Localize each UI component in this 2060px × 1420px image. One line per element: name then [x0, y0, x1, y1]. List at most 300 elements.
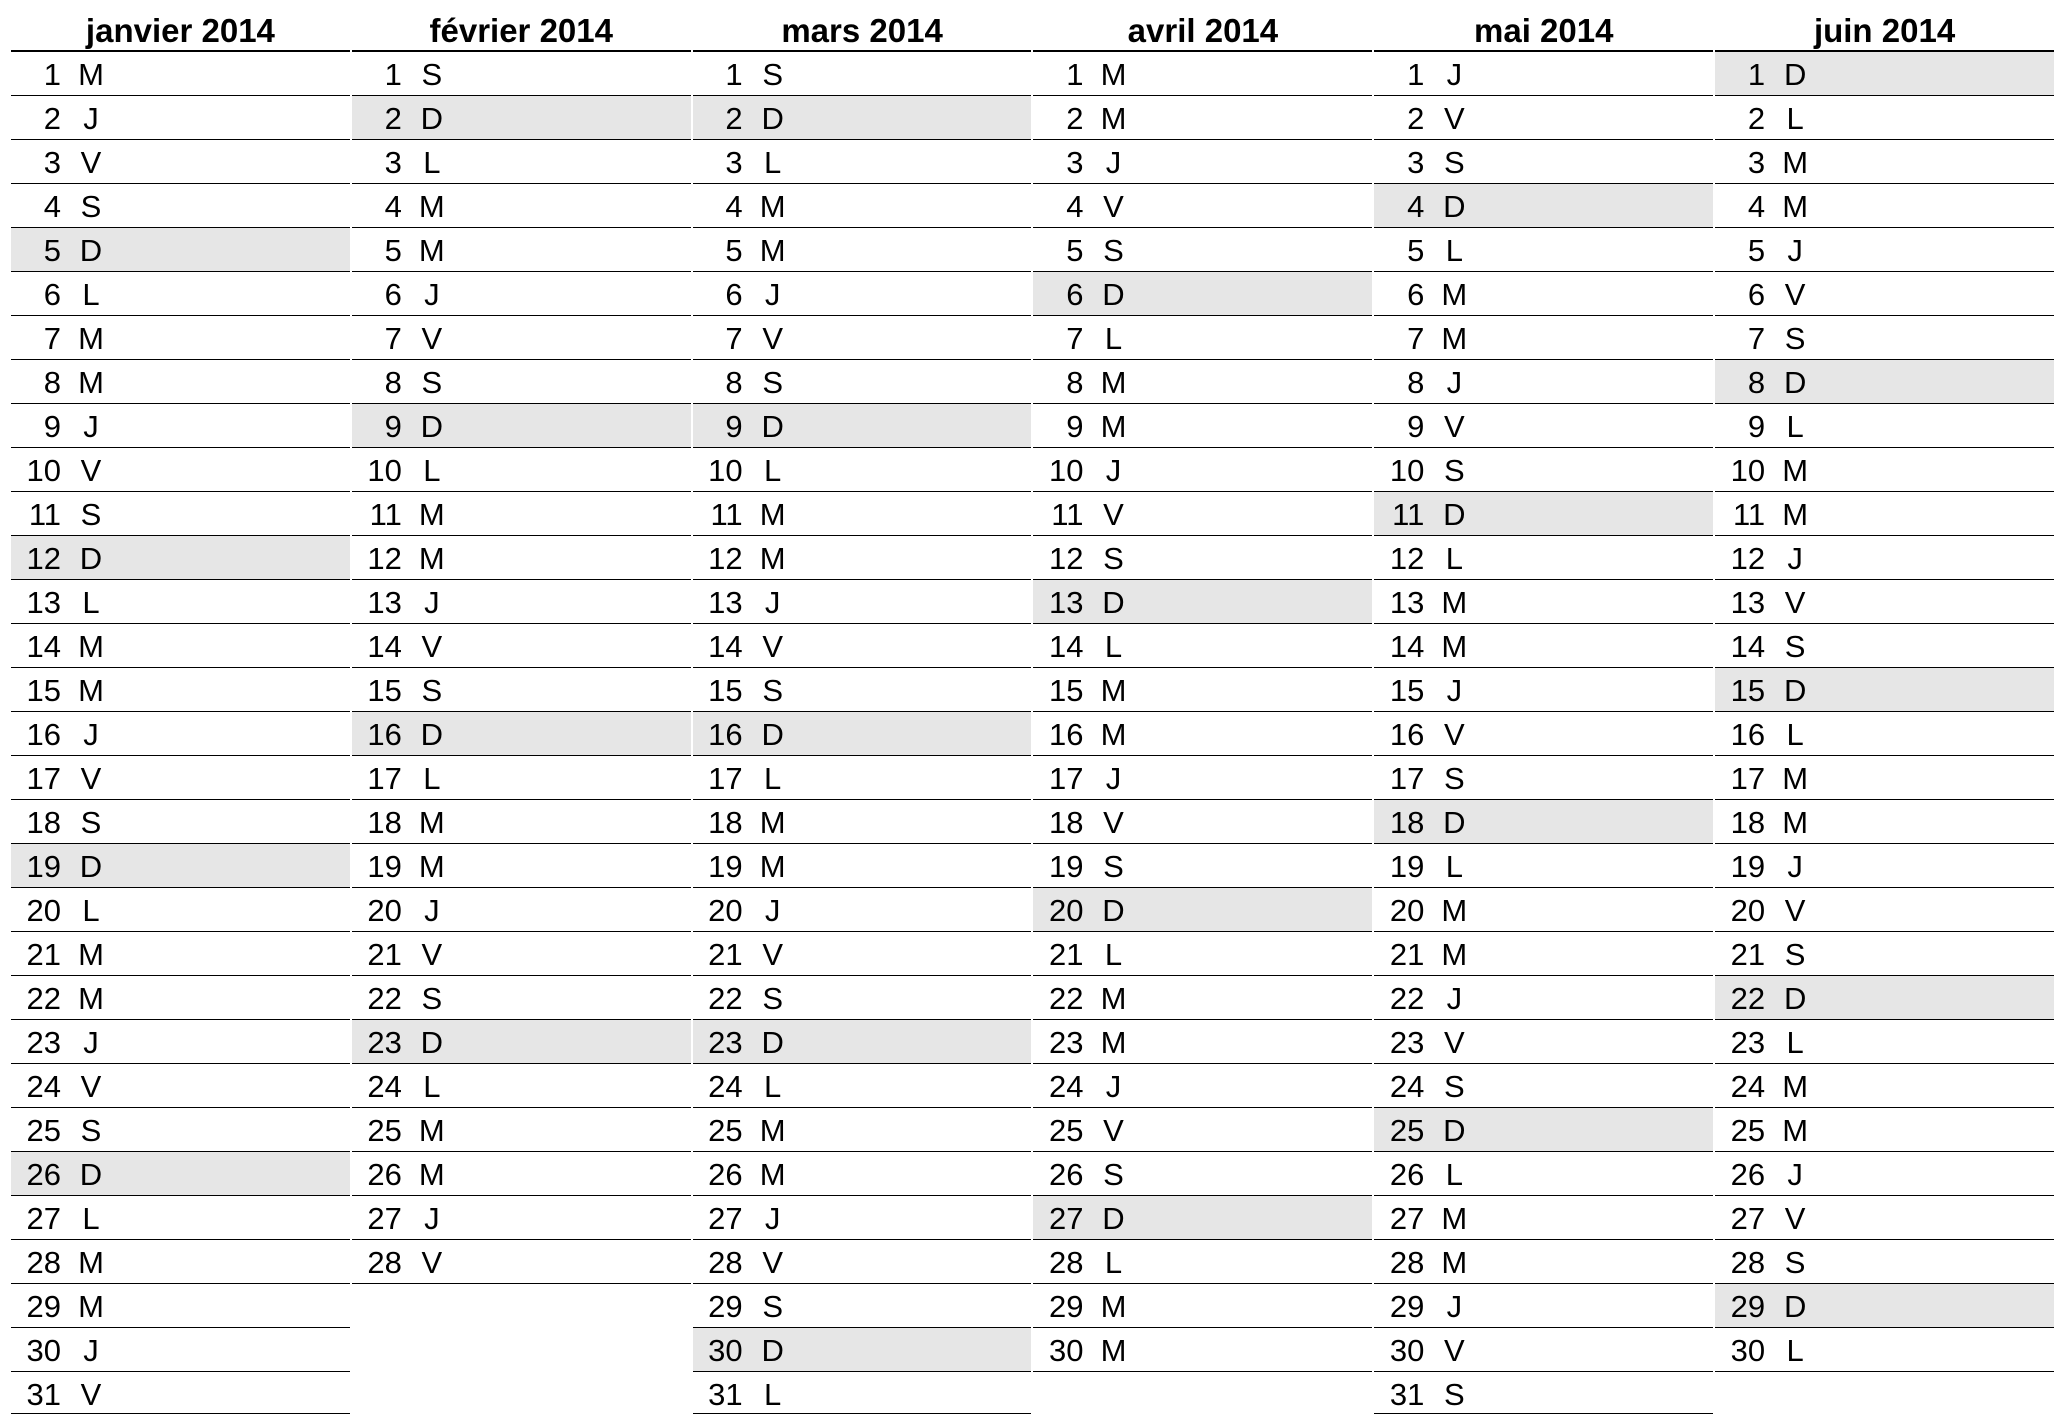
weekday-letter: D: [761, 409, 784, 444]
weekday-letter: M: [1100, 365, 1127, 400]
weekday-letter: S: [1784, 629, 1806, 664]
day-row: [1374, 800, 1713, 844]
day-number: 16: [26, 717, 61, 752]
day-number: 25: [708, 1113, 743, 1148]
day-row: [693, 976, 1032, 1020]
day-row: [352, 96, 691, 140]
day-row: [352, 1064, 691, 1108]
day-number: 12: [367, 541, 402, 576]
weekday-letter: J: [1446, 1289, 1463, 1324]
day-number: 24: [708, 1069, 743, 1104]
weekday-letter: V: [1443, 1333, 1465, 1368]
day-row: [1374, 448, 1713, 492]
weekday-letter: M: [1782, 189, 1809, 224]
day-number: 24: [1730, 1069, 1766, 1104]
day-number: 25: [1389, 1113, 1425, 1148]
weekday-letter: M: [418, 541, 445, 576]
day-row: [352, 712, 691, 756]
day-number: 23: [1049, 1025, 1084, 1060]
weekday-letter: S: [762, 57, 783, 92]
weekday-letter: J: [83, 409, 99, 444]
day-number: 29: [26, 1289, 61, 1324]
day-row: [1033, 360, 1372, 404]
weekday-letter: S: [762, 1289, 783, 1324]
day-row: [693, 1240, 1032, 1284]
day-row: [1033, 624, 1372, 668]
day-number: 19: [1049, 849, 1084, 884]
day-number: 29: [1049, 1289, 1084, 1324]
weekday-letter: L: [1445, 849, 1463, 884]
day-number: 5: [725, 233, 743, 268]
day-number: 14: [708, 629, 743, 664]
day-number: 29: [1389, 1289, 1425, 1324]
day-row: [1374, 1108, 1713, 1152]
day-row: [1033, 844, 1372, 888]
weekday-letter: S: [80, 189, 102, 224]
weekday-letter: V: [80, 453, 102, 488]
weekday-letter: V: [1784, 277, 1806, 312]
weekday-letter: L: [1104, 629, 1123, 664]
weekday-letter: M: [1782, 145, 1809, 180]
day-list: [1031, 52, 1372, 1372]
day-number: 6: [1066, 277, 1084, 312]
day-row: [11, 1240, 350, 1284]
day-row: [1033, 1328, 1372, 1372]
day-number: 12: [708, 541, 743, 576]
day-number: 24: [26, 1069, 61, 1104]
day-number: 10: [1049, 453, 1084, 488]
day-row: [1033, 184, 1372, 228]
weekday-letter: V: [762, 1245, 783, 1280]
day-number: 22: [26, 981, 61, 1016]
day-row: [1033, 1240, 1372, 1284]
month-title: juin 2014: [1715, 10, 2054, 52]
day-number: 10: [1389, 453, 1425, 488]
weekday-letter: M: [1782, 805, 1809, 840]
day-row: [1715, 1108, 2054, 1152]
weekday-letter: M: [759, 189, 786, 224]
weekday-letter: S: [762, 365, 783, 400]
day-number: 18: [367, 805, 402, 840]
weekday-letter: L: [82, 277, 100, 312]
day-number: 14: [1389, 629, 1425, 664]
day-row: [1033, 888, 1372, 932]
weekday-letter: L: [423, 761, 441, 796]
day-row: [11, 888, 350, 932]
weekday-letter: M: [78, 629, 104, 664]
day-number: 5: [384, 233, 402, 268]
day-number: 26: [1389, 1157, 1425, 1192]
weekday-letter: J: [1787, 1157, 1803, 1192]
day-row: [352, 228, 691, 272]
day-number: 28: [1730, 1245, 1766, 1280]
day-number: 27: [1730, 1201, 1766, 1236]
weekday-letter: J: [83, 717, 99, 752]
day-number: 19: [26, 849, 61, 884]
day-row: [352, 140, 691, 184]
day-row: [1033, 580, 1372, 624]
day-row: [1374, 184, 1713, 228]
weekday-letter: L: [1786, 409, 1804, 444]
day-number: 30: [708, 1333, 743, 1368]
day-row: [693, 844, 1032, 888]
day-number: 20: [708, 893, 743, 928]
day-number: 26: [367, 1157, 402, 1192]
day-number: 14: [1730, 629, 1766, 664]
day-row: [352, 316, 691, 360]
day-row: [1033, 1064, 1372, 1108]
weekday-letter: D: [79, 233, 103, 268]
day-row: [1715, 668, 2054, 712]
weekday-letter: S: [1103, 849, 1124, 884]
weekday-letter: M: [418, 1113, 445, 1148]
day-number: 3: [1747, 145, 1766, 180]
day-row: [352, 800, 691, 844]
day-number: 11: [710, 497, 743, 532]
day-number: 14: [26, 629, 61, 664]
day-row: [11, 96, 350, 140]
day-number: 15: [1049, 673, 1084, 708]
day-number: 5: [1407, 233, 1425, 268]
day-number: 10: [367, 453, 402, 488]
weekday-letter: L: [764, 145, 782, 180]
weekday-letter: M: [1100, 717, 1127, 752]
day-row: [1374, 52, 1713, 96]
day-row: [11, 712, 350, 756]
weekday-letter: V: [762, 321, 783, 356]
day-row: [11, 404, 350, 448]
day-number: 17: [1049, 761, 1084, 796]
day-row: [352, 272, 691, 316]
day-row: [1715, 624, 2054, 668]
weekday-letter: S: [421, 673, 443, 708]
weekday-letter: M: [78, 365, 104, 400]
day-row: [11, 1020, 350, 1064]
day-row: [1033, 536, 1372, 580]
weekday-letter: M: [1441, 893, 1468, 928]
day-row: [1374, 536, 1713, 580]
day-number: 15: [1730, 673, 1766, 708]
day-row: [1374, 1152, 1713, 1196]
weekday-letter: J: [424, 893, 440, 928]
day-number: 12: [26, 541, 61, 576]
day-row: [11, 360, 350, 404]
day-number: 8: [1066, 365, 1084, 400]
day-row: [693, 228, 1032, 272]
weekday-letter: V: [1443, 409, 1465, 444]
weekday-letter: J: [764, 893, 781, 928]
month-column: [1713, 10, 2054, 1415]
day-row: [1033, 272, 1372, 316]
day-row: [352, 492, 691, 536]
day-number: 4: [725, 189, 743, 224]
day-row: [1374, 316, 1713, 360]
weekday-letter: D: [420, 409, 444, 444]
weekday-letter: S: [1443, 1377, 1465, 1412]
day-number: 25: [1049, 1113, 1084, 1148]
day-row: [1715, 976, 2054, 1020]
weekday-letter: V: [421, 629, 443, 664]
weekday-letter: M: [1100, 673, 1127, 708]
weekday-letter: J: [83, 1333, 99, 1368]
weekday-letter: M: [759, 849, 786, 884]
weekday-letter: M: [78, 321, 104, 356]
day-row: [1033, 668, 1372, 712]
weekday-letter: J: [1105, 1069, 1122, 1104]
day-number: 11: [1051, 497, 1084, 532]
weekday-letter: V: [1784, 893, 1806, 928]
day-number: 28: [1049, 1245, 1084, 1280]
weekday-letter: J: [1105, 453, 1122, 488]
day-number: 12: [1049, 541, 1084, 576]
day-number: 28: [367, 1245, 402, 1280]
day-row: [1715, 1328, 2054, 1372]
day-number: 5: [43, 233, 61, 268]
day-number: 13: [1389, 585, 1425, 620]
day-number: 3: [384, 145, 402, 180]
day-number: 18: [1389, 805, 1425, 840]
day-row: [1715, 1284, 2054, 1328]
day-row: [1715, 932, 2054, 976]
day-row: [1715, 272, 2054, 316]
day-number: 1: [1407, 57, 1425, 92]
day-row: [11, 976, 350, 1020]
weekday-letter: D: [761, 717, 784, 752]
day-row: [1374, 140, 1713, 184]
day-row: [11, 1108, 350, 1152]
day-number: 23: [708, 1025, 743, 1060]
weekday-letter: M: [418, 497, 445, 532]
weekday-letter: D: [1102, 585, 1125, 620]
weekday-letter: S: [1103, 541, 1124, 576]
day-number: 22: [367, 981, 402, 1016]
day-number: 30: [26, 1333, 61, 1368]
day-number: 14: [367, 629, 402, 664]
day-number: 13: [1730, 585, 1766, 620]
day-row: [11, 448, 350, 492]
day-number: 23: [26, 1025, 61, 1060]
day-row: [1715, 756, 2054, 800]
day-row: [11, 316, 350, 360]
day-number: 8: [1747, 365, 1766, 400]
day-row: [1715, 1196, 2054, 1240]
weekday-letter: D: [1443, 497, 1466, 532]
day-number: 4: [1066, 189, 1084, 224]
day-row: [693, 52, 1032, 96]
day-number: 11: [369, 497, 402, 532]
day-number: 24: [1049, 1069, 1084, 1104]
weekday-letter: M: [1782, 497, 1809, 532]
weekday-letter: M: [1441, 937, 1468, 972]
day-row: [693, 800, 1032, 844]
day-row: [1374, 624, 1713, 668]
day-list: [1372, 52, 1713, 1414]
day-row: [693, 580, 1032, 624]
weekday-letter: J: [1787, 233, 1803, 268]
day-number: 14: [1049, 629, 1084, 664]
weekday-letter: D: [1102, 277, 1125, 312]
day-row: [11, 580, 350, 624]
weekday-letter: L: [82, 1201, 100, 1236]
day-number: 16: [1389, 717, 1425, 752]
day-number: 26: [708, 1157, 743, 1192]
day-number: 22: [1389, 981, 1425, 1016]
weekday-letter: S: [1443, 453, 1465, 488]
day-number: 4: [384, 189, 402, 224]
day-number: 18: [1049, 805, 1084, 840]
weekday-letter: V: [1784, 585, 1806, 620]
day-row: [1033, 1108, 1372, 1152]
day-row: [1374, 228, 1713, 272]
day-number: 11: [1732, 497, 1766, 532]
day-number: 9: [1747, 409, 1766, 444]
day-row: [1374, 404, 1713, 448]
day-row: [1715, 492, 2054, 536]
month-column: [1031, 10, 1372, 1415]
day-row: [693, 96, 1032, 140]
day-row: [1033, 1020, 1372, 1064]
day-number: 8: [43, 365, 61, 400]
day-number: 7: [43, 321, 61, 356]
day-number: 2: [1407, 101, 1425, 136]
calendar-grid: [9, 10, 2054, 1415]
weekday-letter: S: [1443, 145, 1465, 180]
day-number: 3: [43, 145, 61, 180]
day-number: 7: [1747, 321, 1766, 356]
weekday-letter: V: [80, 145, 102, 180]
day-number: 7: [1066, 321, 1084, 356]
month-column: [691, 10, 1032, 1415]
day-row: [693, 1152, 1032, 1196]
day-row: [1715, 360, 2054, 404]
day-row: [693, 272, 1032, 316]
day-number: 25: [26, 1113, 61, 1148]
weekday-letter: M: [759, 805, 786, 840]
day-number: 4: [1407, 189, 1425, 224]
weekday-letter: V: [421, 937, 443, 972]
day-number: 30: [1049, 1333, 1084, 1368]
weekday-letter: M: [418, 849, 445, 884]
weekday-letter: V: [1103, 805, 1124, 840]
day-list: [9, 52, 350, 1414]
day-number: 2: [384, 101, 402, 136]
weekday-letter: J: [1446, 673, 1463, 708]
weekday-letter: M: [1782, 453, 1809, 488]
day-number: 2: [1747, 101, 1766, 136]
day-row: [11, 228, 350, 272]
day-number: 1: [1066, 57, 1084, 92]
day-number: 27: [708, 1201, 743, 1236]
day-row: [1374, 1240, 1713, 1284]
weekday-letter: M: [759, 541, 786, 576]
day-number: 20: [26, 893, 61, 928]
month-title: avril 2014: [1033, 10, 1372, 52]
day-row: [693, 404, 1032, 448]
day-row: [1033, 1284, 1372, 1328]
day-row: [1374, 1328, 1713, 1372]
day-row: [693, 1372, 1032, 1414]
weekday-letter: M: [1100, 409, 1127, 444]
weekday-letter: J: [424, 1201, 440, 1236]
weekday-letter: M: [78, 673, 104, 708]
day-number: 24: [1389, 1069, 1425, 1104]
day-number: 8: [384, 365, 402, 400]
weekday-letter: L: [1104, 1245, 1123, 1280]
day-number: 12: [1730, 541, 1766, 576]
weekday-letter: M: [1100, 981, 1127, 1016]
weekday-letter: V: [80, 1069, 102, 1104]
day-row: [1715, 140, 2054, 184]
day-row: [352, 536, 691, 580]
day-row: [1374, 932, 1713, 976]
month-title: février 2014: [352, 10, 691, 52]
weekday-letter: V: [421, 321, 443, 356]
day-number: 6: [384, 277, 402, 312]
day-number: 31: [708, 1377, 743, 1412]
month-title: janvier 2014: [11, 10, 350, 52]
weekday-letter: M: [1100, 1025, 1127, 1060]
day-number: 27: [1049, 1201, 1084, 1236]
weekday-letter: L: [423, 453, 441, 488]
day-row: [1374, 272, 1713, 316]
day-number: 7: [384, 321, 402, 356]
day-number: 5: [1066, 233, 1084, 268]
day-row: [352, 1240, 691, 1284]
weekday-letter: M: [418, 233, 445, 268]
day-number: 21: [1389, 937, 1425, 972]
day-number: 3: [725, 145, 743, 180]
day-row: [693, 1108, 1032, 1152]
day-number: 23: [367, 1025, 402, 1060]
weekday-letter: M: [1441, 1201, 1468, 1236]
weekday-letter: J: [83, 101, 99, 136]
weekday-letter: V: [1103, 189, 1124, 224]
day-row: [693, 1064, 1032, 1108]
weekday-letter: V: [1443, 1025, 1465, 1060]
day-number: 19: [367, 849, 402, 884]
day-number: 10: [708, 453, 743, 488]
day-row: [1374, 1196, 1713, 1240]
weekday-letter: S: [762, 981, 783, 1016]
weekday-letter: M: [1100, 57, 1127, 92]
day-row: [11, 492, 350, 536]
day-row: [352, 1020, 691, 1064]
day-row: [11, 1372, 350, 1414]
day-number: 7: [725, 321, 743, 356]
day-number: 28: [708, 1245, 743, 1280]
weekday-letter: M: [1782, 1069, 1809, 1104]
day-row: [693, 1196, 1032, 1240]
weekday-letter: M: [1441, 1245, 1468, 1280]
day-number: 28: [1389, 1245, 1425, 1280]
day-row: [1715, 1064, 2054, 1108]
weekday-letter: M: [418, 189, 445, 224]
weekday-letter: S: [1443, 761, 1465, 796]
weekday-letter: V: [1784, 1201, 1806, 1236]
weekday-letter: S: [1103, 1157, 1124, 1192]
weekday-letter: V: [421, 1245, 443, 1280]
weekday-letter: D: [1783, 673, 1807, 708]
weekday-letter: M: [1100, 1289, 1127, 1324]
day-number: 10: [1730, 453, 1766, 488]
day-number: 13: [367, 585, 402, 620]
weekday-letter: D: [420, 101, 444, 136]
weekday-letter: S: [421, 57, 443, 92]
day-number: 12: [1389, 541, 1425, 576]
day-list: [691, 52, 1032, 1414]
day-row: [693, 624, 1032, 668]
day-row: [11, 140, 350, 184]
